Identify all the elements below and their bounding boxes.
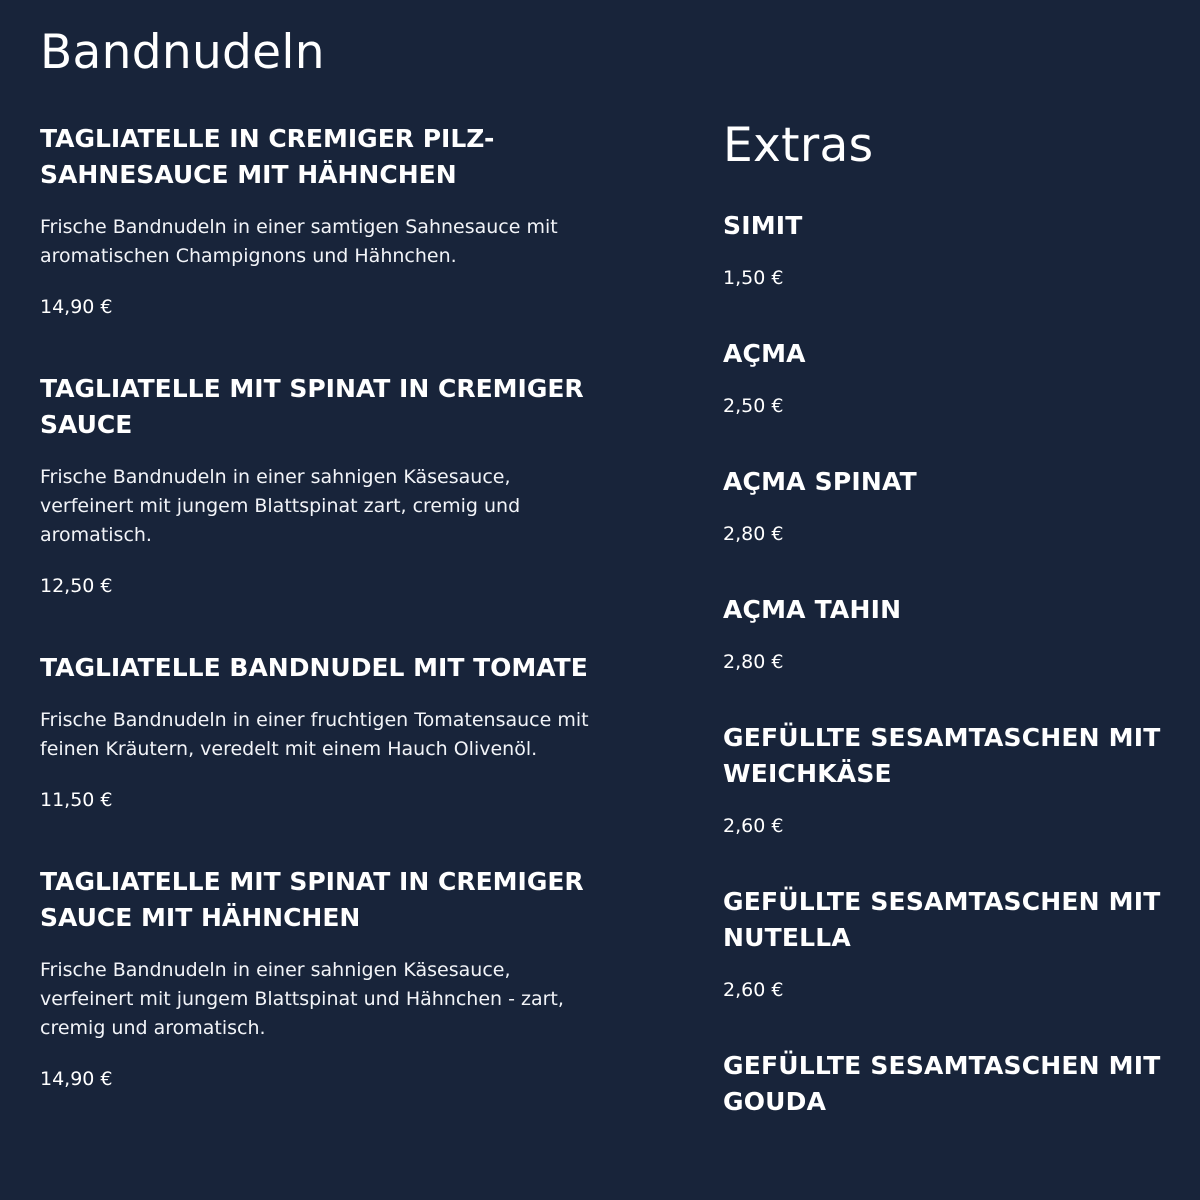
extra-item-name: AÇMA (723, 339, 806, 368)
section-title-bandnudeln: Bandnudeln (40, 25, 325, 80)
extra-item-price: 2,60 € (723, 815, 784, 837)
menu-item (40, 121, 600, 319)
extra-item (723, 720, 1183, 838)
extra-item-name: SIMIT (723, 211, 803, 240)
menu-item (40, 864, 600, 1091)
menu-item-name: TAGLIATELLE BANDNUDEL MIT TOMATE (40, 653, 588, 682)
section-title-extras: Extras (723, 118, 874, 173)
extra-item (723, 208, 1183, 290)
menu-item (40, 650, 600, 812)
extra-item-price: 1,50 € (723, 267, 784, 289)
menu-item-description: Frische Bandnudeln in einer sahnigen Käsesauce, verfeinert mit jungem Blattspinat und Hähnchen - zart, cremig und aromatisch. (40, 959, 564, 1039)
extra-item-name: GEFÜLLTE SESAMTASCHEN MIT WEICHKÄSE (723, 723, 1161, 788)
menu-item-name: TAGLIATELLE MIT SPINAT IN CREMIGER SAUCE (40, 374, 584, 439)
extra-item-price: 2,50 € (723, 395, 784, 417)
extra-item-name: GEFÜLLTE SESAMTASCHEN MIT GOUDA (723, 1051, 1161, 1116)
extra-item (723, 592, 1183, 674)
extra-item-price: 2,80 € (723, 651, 784, 673)
extra-item-price: 2,80 € (723, 523, 784, 545)
menu-item-description: Frische Bandnudeln in einer sahnigen Käsesauce, verfeinert mit jungem Blattspinat zart, cremig und aromatisch. (40, 466, 521, 546)
menu-item-name: TAGLIATELLE MIT SPINAT IN CREMIGER SAUCE MIT HÄHNCHEN (40, 867, 584, 932)
extra-item-price: 2,60 € (723, 979, 784, 1001)
extra-item-name: AÇMA TAHIN (723, 595, 902, 624)
extra-item-name: GEFÜLLTE SESAMTASCHEN MIT NUTELLA (723, 887, 1161, 952)
extra-item (723, 1048, 1183, 1120)
menu-item-price: 14,90 € (40, 1068, 113, 1090)
extra-item (723, 464, 1183, 546)
menu-item-name: TAGLIATELLE IN CREMIGER PILZ-SAHNESAUCE MIT HÄHNCHEN (40, 124, 495, 189)
menu-item-price: 14,90 € (40, 296, 113, 318)
extra-item-name: AÇMA SPINAT (723, 467, 917, 496)
extra-item (723, 336, 1183, 418)
menu-item-description: Frische Bandnudeln in einer fruchtigen Tomatensauce mit feinen Kräutern, veredelt mit einem Hauch Olivenöl. (40, 709, 589, 760)
extras-section (723, 0, 1183, 1166)
extra-item (723, 884, 1183, 1002)
bandnudeln-section (40, 0, 600, 1143)
menu-item-description: Frische Bandnudeln in einer samtigen Sahnesauce mit aromatischen Champignons und Hähnchen. (40, 216, 558, 267)
menu-item (40, 371, 600, 598)
menu-item-price: 11,50 € (40, 789, 113, 811)
menu-item-price: 12,50 € (40, 575, 113, 597)
